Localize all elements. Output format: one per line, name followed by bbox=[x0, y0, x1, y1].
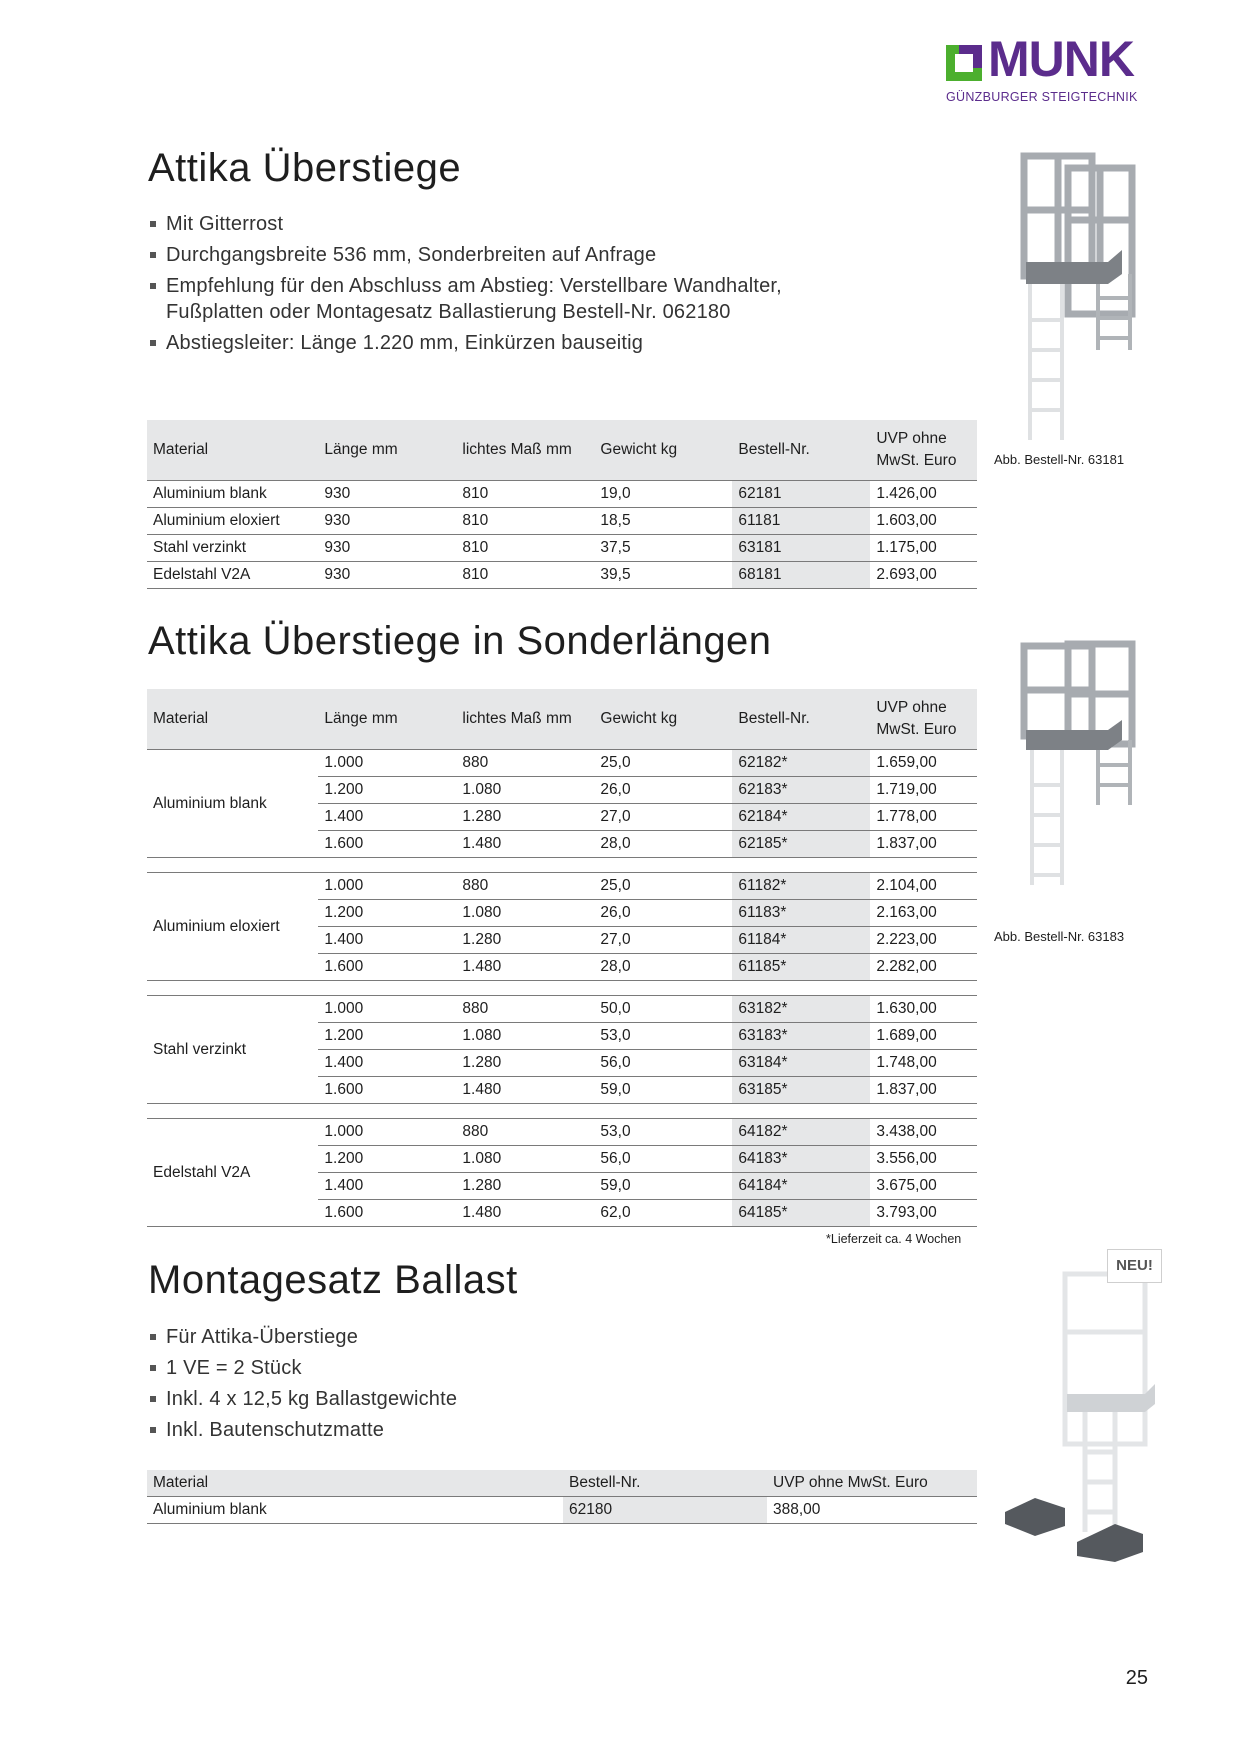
table-cell: 1.719,00 bbox=[870, 777, 977, 804]
table-cell: 27,0 bbox=[594, 804, 732, 831]
section1-table bbox=[147, 420, 977, 589]
header-cell: Bestell-Nr. bbox=[563, 1470, 767, 1497]
table-cell: 1.778,00 bbox=[870, 804, 977, 831]
table-cell: 810 bbox=[456, 562, 594, 589]
section3-table bbox=[147, 1470, 977, 1524]
table-row bbox=[147, 873, 977, 900]
spacer-cell bbox=[147, 858, 977, 873]
table-cell: 63183* bbox=[732, 1023, 870, 1050]
table-cell: 64185* bbox=[732, 1200, 870, 1227]
table-cell: 62185* bbox=[732, 831, 870, 858]
bullet-item: Für Attika-Überstiege bbox=[148, 1324, 748, 1350]
table-row bbox=[147, 750, 977, 777]
table-cell: 1.480 bbox=[456, 1077, 594, 1104]
table-cell: 1.748,00 bbox=[870, 1050, 977, 1077]
table-header-row bbox=[147, 689, 977, 750]
table-cell: 1.400 bbox=[318, 804, 456, 831]
table-row bbox=[147, 481, 977, 508]
table-cell: 1.000 bbox=[318, 996, 456, 1023]
table-cell: 1.837,00 bbox=[870, 1077, 977, 1104]
table-group-spacer bbox=[147, 858, 977, 873]
table-cell: 1.280 bbox=[456, 1173, 594, 1200]
header-cell: Gewicht kg bbox=[594, 420, 732, 481]
table-cell: 1.200 bbox=[318, 777, 456, 804]
table-cell: 28,0 bbox=[594, 954, 732, 981]
table-cell: 28,0 bbox=[594, 831, 732, 858]
table-cell: 56,0 bbox=[594, 1050, 732, 1077]
table-cell: 39,5 bbox=[594, 562, 732, 589]
table-cell: Aluminium blank bbox=[147, 481, 318, 508]
header-cell: Material bbox=[147, 420, 318, 481]
table-header-row bbox=[147, 420, 977, 481]
table-cell: 62,0 bbox=[594, 1200, 732, 1227]
table-cell: 388,00 bbox=[767, 1497, 977, 1524]
header-cell: Bestell-Nr. bbox=[732, 420, 870, 481]
bullet-item: 1 VE = 2 Stück bbox=[148, 1355, 748, 1381]
table-group-spacer bbox=[147, 1104, 977, 1119]
table-cell: 63181 bbox=[732, 535, 870, 562]
table-cell: 880 bbox=[456, 750, 594, 777]
table-cell: 1.400 bbox=[318, 1050, 456, 1077]
table-cell: Stahl verzinkt bbox=[147, 535, 318, 562]
header-cell: Bestell-Nr. bbox=[732, 689, 870, 750]
table-header-row bbox=[147, 1470, 977, 1497]
table-cell: 1.200 bbox=[318, 900, 456, 927]
table-cell: 1.200 bbox=[318, 1023, 456, 1050]
figure-caption: Abb. Bestell-Nr. 63181 bbox=[994, 452, 1125, 467]
table-cell: 25,0 bbox=[594, 873, 732, 900]
table-row bbox=[147, 562, 977, 589]
table-cell: 37,5 bbox=[594, 535, 732, 562]
table-row bbox=[147, 508, 977, 535]
table-cell: 1.600 bbox=[318, 1077, 456, 1104]
table-cell: 50,0 bbox=[594, 996, 732, 1023]
table-cell: 56,0 bbox=[594, 1146, 732, 1173]
section3-bullets bbox=[148, 1324, 748, 1448]
header-cell: UVP ohne MwSt. Euro bbox=[767, 1470, 977, 1497]
table-cell: 25,0 bbox=[594, 750, 732, 777]
table-cell: Edelstahl V2A bbox=[147, 562, 318, 589]
header-cell: lichtes Maß mm bbox=[456, 689, 594, 750]
table-cell: 61182* bbox=[732, 873, 870, 900]
header-cell: Gewicht kg bbox=[594, 689, 732, 750]
table-cell: 64182* bbox=[732, 1119, 870, 1146]
table-cell: 2.104,00 bbox=[870, 873, 977, 900]
product-image-attika bbox=[1018, 150, 1138, 450]
table-cell: 1.600 bbox=[318, 954, 456, 981]
table-row bbox=[147, 996, 977, 1023]
header-cell: Material bbox=[147, 1470, 563, 1497]
table-cell: 880 bbox=[456, 996, 594, 1023]
material-cell: Edelstahl V2A bbox=[147, 1119, 318, 1227]
table-cell: 810 bbox=[456, 535, 594, 562]
table-row bbox=[147, 535, 977, 562]
table-cell: 3.675,00 bbox=[870, 1173, 977, 1200]
table-cell: 61184* bbox=[732, 927, 870, 954]
table-cell: 880 bbox=[456, 1119, 594, 1146]
table-cell: 1.426,00 bbox=[870, 481, 977, 508]
table-cell: 1.280 bbox=[456, 927, 594, 954]
page-number: 25 bbox=[1125, 1667, 1148, 1689]
table-cell: 1.400 bbox=[318, 927, 456, 954]
footnote: *Lieferzeit ca. 4 Wochen bbox=[826, 1232, 962, 1246]
table-cell: 61185* bbox=[732, 954, 870, 981]
table-cell: 3.793,00 bbox=[870, 1200, 977, 1227]
table-cell: Aluminium eloxiert bbox=[147, 508, 318, 535]
table-row bbox=[147, 1119, 977, 1146]
table-row bbox=[147, 1497, 977, 1524]
logo-wordmark: MUNK bbox=[988, 31, 1134, 87]
table-group-spacer bbox=[147, 981, 977, 996]
table-cell: 1.603,00 bbox=[870, 508, 977, 535]
bullet-item: Abstiegsleiter: Länge 1.220 mm, Einkürzen bauseitig bbox=[148, 330, 848, 356]
table-cell: 63184* bbox=[732, 1050, 870, 1077]
table-cell: 2.693,00 bbox=[870, 562, 977, 589]
table-cell: 19,0 bbox=[594, 481, 732, 508]
table-cell: 880 bbox=[456, 873, 594, 900]
table-cell: 1.080 bbox=[456, 777, 594, 804]
table-cell: 2.223,00 bbox=[870, 927, 977, 954]
table-cell: 930 bbox=[318, 508, 456, 535]
table-cell: 2.282,00 bbox=[870, 954, 977, 981]
logo-subtitle: GÜNZBURGER STEIGTECHNIK bbox=[946, 90, 1138, 104]
table-cell: 62182* bbox=[732, 750, 870, 777]
section1-title: Attika Überstiege bbox=[148, 146, 462, 190]
table-cell: 26,0 bbox=[594, 777, 732, 804]
table-cell: 1.000 bbox=[318, 873, 456, 900]
table-cell: 2.163,00 bbox=[870, 900, 977, 927]
section2-table bbox=[147, 689, 977, 1227]
table-cell: 1.659,00 bbox=[870, 750, 977, 777]
table-cell: 53,0 bbox=[594, 1119, 732, 1146]
table-cell: 930 bbox=[318, 481, 456, 508]
table-cell: 1.480 bbox=[456, 831, 594, 858]
table-cell: 3.556,00 bbox=[870, 1146, 977, 1173]
table-cell: 63185* bbox=[732, 1077, 870, 1104]
table-cell: 1.480 bbox=[456, 1200, 594, 1227]
table-cell: 1.080 bbox=[456, 900, 594, 927]
table-cell: 3.438,00 bbox=[870, 1119, 977, 1146]
table-cell: 68181 bbox=[732, 562, 870, 589]
table-cell: 27,0 bbox=[594, 927, 732, 954]
table-cell: 64183* bbox=[732, 1146, 870, 1173]
bullet-item: Inkl. 4 x 12,5 kg Ballastgewichte bbox=[148, 1386, 748, 1412]
header-cell: lichtes Maß mm bbox=[456, 420, 594, 481]
spacer-cell bbox=[147, 981, 977, 996]
table-cell: 1.689,00 bbox=[870, 1023, 977, 1050]
table-cell: 61181 bbox=[732, 508, 870, 535]
table-cell: 1.200 bbox=[318, 1146, 456, 1173]
table-cell: 62184* bbox=[732, 804, 870, 831]
table-cell: 53,0 bbox=[594, 1023, 732, 1050]
table-cell: 1.080 bbox=[456, 1023, 594, 1050]
table-cell: 64184* bbox=[732, 1173, 870, 1200]
table-cell: 63182* bbox=[732, 996, 870, 1023]
table-cell: 62180 bbox=[563, 1497, 767, 1524]
material-cell: Aluminium eloxiert bbox=[147, 873, 318, 981]
table-cell: 810 bbox=[456, 508, 594, 535]
header-cell: Länge mm bbox=[318, 689, 456, 750]
table-cell: 1.175,00 bbox=[870, 535, 977, 562]
figure-caption: Abb. Bestell-Nr. 63183 bbox=[994, 929, 1125, 944]
section3-title: Montagesatz Ballast bbox=[148, 1258, 518, 1302]
table-cell: 1.080 bbox=[456, 1146, 594, 1173]
table-cell: 930 bbox=[318, 535, 456, 562]
table-cell: 62181 bbox=[732, 481, 870, 508]
table-cell: 1.600 bbox=[318, 1200, 456, 1227]
header-cell: Material bbox=[147, 689, 318, 750]
table-cell: Aluminium blank bbox=[147, 1497, 563, 1524]
new-badge: NEU! bbox=[1107, 1249, 1162, 1283]
spacer-cell bbox=[147, 1104, 977, 1119]
table-cell: 26,0 bbox=[594, 900, 732, 927]
product-image-attika-sonderlaenge bbox=[1018, 640, 1138, 890]
bullet-item: Inkl. Bautenschutzmatte bbox=[148, 1417, 748, 1443]
table-cell: 1.280 bbox=[456, 1050, 594, 1077]
table-cell: 59,0 bbox=[594, 1173, 732, 1200]
table-cell: 930 bbox=[318, 562, 456, 589]
table-cell: 1.600 bbox=[318, 831, 456, 858]
header-cell: Länge mm bbox=[318, 420, 456, 481]
table-cell: 810 bbox=[456, 481, 594, 508]
material-cell: Aluminium blank bbox=[147, 750, 318, 858]
munk-logo-mark-icon bbox=[946, 45, 982, 81]
table-cell: 1.000 bbox=[318, 750, 456, 777]
bullet-item: Empfehlung für den Abschluss am Abstieg: Verstellbare Wandhalter, Fußplatten oder Montagesatz Ballastierung Bestell-Nr. 062180 bbox=[148, 273, 796, 325]
table-cell: 1.000 bbox=[318, 1119, 456, 1146]
bullet-item: Durchgangsbreite 536 mm, Sonderbreiten auf Anfrage bbox=[148, 242, 848, 268]
header-cell: UVP ohne MwSt. Euro bbox=[870, 420, 977, 481]
material-cell: Stahl verzinkt bbox=[147, 996, 318, 1104]
table-cell: 1.400 bbox=[318, 1173, 456, 1200]
product-image-montagesatz bbox=[1005, 1262, 1165, 1562]
table-cell: 1.837,00 bbox=[870, 831, 977, 858]
table-cell: 1.480 bbox=[456, 954, 594, 981]
section2-title: Attika Überstiege in Sonderlängen bbox=[148, 619, 772, 663]
table-cell: 1.280 bbox=[456, 804, 594, 831]
brand-logo bbox=[946, 31, 1156, 104]
table-cell: 59,0 bbox=[594, 1077, 732, 1104]
table-cell: 62183* bbox=[732, 777, 870, 804]
table-cell: 18,5 bbox=[594, 508, 732, 535]
table-cell: 1.630,00 bbox=[870, 996, 977, 1023]
table-cell: 61183* bbox=[732, 900, 870, 927]
header-cell: UVP ohne MwSt. Euro bbox=[870, 689, 977, 750]
bullet-item: Mit Gitterrost bbox=[148, 211, 848, 237]
section1-bullets bbox=[148, 211, 848, 361]
